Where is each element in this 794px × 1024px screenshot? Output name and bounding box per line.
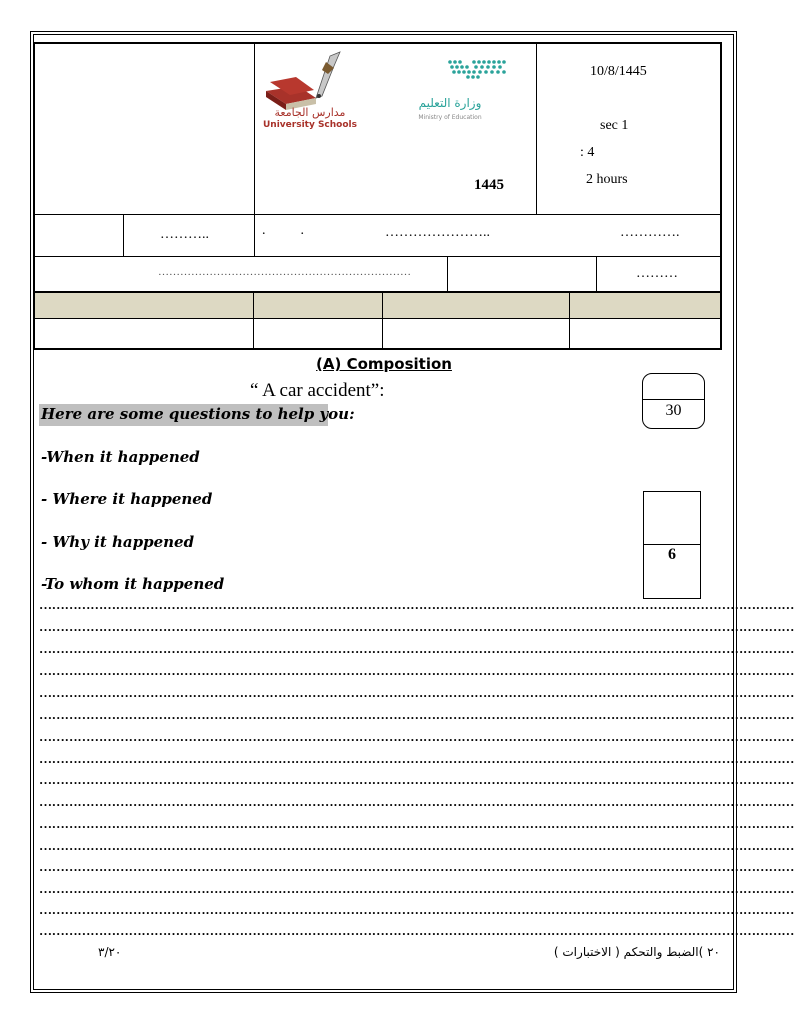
school-logo-english: University Schools [263,120,357,130]
composition-topic: “ A car accident”: [250,380,385,401]
answer-line[interactable]: …………………………………………………………………………………………………………………………………………………………… [39,816,794,831]
part-score-box [643,491,701,599]
answer-line[interactable]: …………………………………………………………………………………………………………………………………………………………… [39,729,794,744]
school-logo-arabic: مدارس الجامعة [274,106,346,119]
page-number: ٣/٢٠ [98,945,122,959]
answer-line[interactable]: …………………………………………………………………………………………………………………………………………………………… [39,772,794,787]
ministry-logo [412,52,512,132]
header-divider [34,214,721,215]
guide-question: - Why it happened [41,533,195,551]
answer-line[interactable]: …………………………………………………………………………………………………………………………………………………………… [39,838,794,853]
header-divider [123,215,124,256]
header-divider [34,318,721,319]
guide-question: - Where it happened [41,490,213,508]
ministry-dots-icon [412,52,512,92]
answer-line[interactable]: …………………………………………………………………………………………………………………………………………………………… [39,641,794,656]
answer-line[interactable]: …………………………………………………………………………………………………………………………………………………………… [39,751,794,766]
university-schools-logo [258,46,368,136]
header-divider [254,215,255,256]
header-divider [34,256,721,257]
school-name-field: …………………………………………………………… [158,266,411,278]
header-divider [536,43,537,215]
answer-line[interactable]: …………………………………………………………………………………………………………………………………………………………… [39,902,794,917]
ministry-logo-english: Ministry of Education [418,114,482,121]
exam-year: 1445 [474,177,504,193]
student-number-field: ……….. [160,227,209,242]
footer-form-code: ٢٠ )الضبط والتحكم ( الاختبارات ) [553,945,720,959]
class-field: . . [262,223,304,238]
score-divider [644,544,700,545]
answer-line[interactable]: …………………………………………………………………………………………………………………………………………………………… [39,619,794,634]
answer-line[interactable]: …………………………………………………………………………………………………………………………………………………………… [39,663,794,678]
section-label: sec 1 [600,118,629,133]
header-divider [596,257,597,291]
answer-line[interactable]: …………………………………………………………………………………………………………………………………………………………… [39,881,794,896]
exam-duration: 2 hours [586,172,628,187]
section-title: (A) Composition [316,355,452,373]
exam-date: 10/8/1445 [590,64,647,79]
header-divider [254,43,255,215]
header-divider [253,293,254,349]
answer-line[interactable]: …………………………………………………………………………………………………………………………………………………………… [39,597,794,612]
score-divider [643,399,704,400]
guide-question: -To whom it happened [41,575,225,593]
guide-question: -When it happened [41,448,200,466]
answer-line[interactable]: …………………………………………………………………………………………………………………………………………………………… [39,707,794,722]
grades-header-row [35,293,720,318]
total-score-box [642,373,705,429]
answer-line[interactable]: …………………………………………………………………………………………………………………………………………………………… [39,794,794,809]
school-label-field: ……… [636,266,678,281]
header-divider [382,293,383,349]
total-score: 30 [665,402,682,419]
helper-heading: Here are some questions to help you: [41,405,355,423]
grade-value: : 4 [580,145,595,160]
answer-line[interactable]: …………………………………………………………………………………………………………………………………………………………… [39,859,794,874]
header-divider [569,293,570,349]
header-divider [447,257,448,291]
answer-line[interactable]: …………………………………………………………………………………………………………………………………………………………… [39,923,794,938]
answer-line[interactable]: …………………………………………………………………………………………………………………………………………………………… [39,685,794,700]
part-score: 6 [668,546,676,563]
student-name-field: ………………….. [385,225,490,240]
name-label-field: …………. [620,225,680,240]
ministry-logo-arabic: وزارة التعليم [418,96,482,110]
